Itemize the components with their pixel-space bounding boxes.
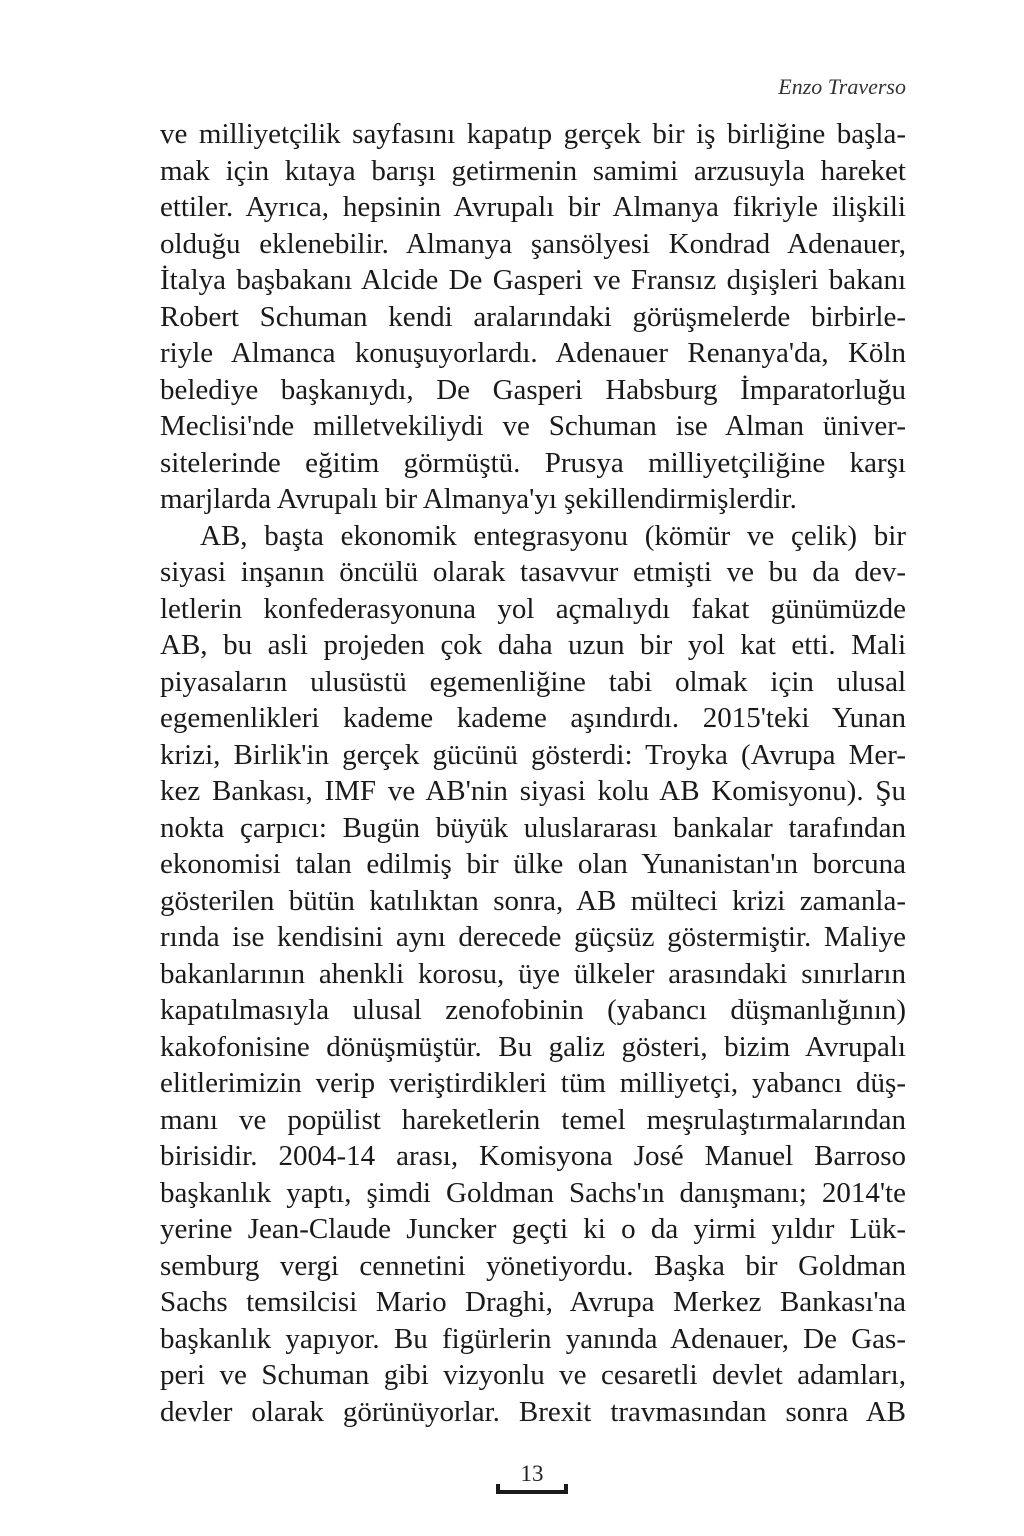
body-text: [160, 116, 906, 1430]
text-line: başkanlık yaptı, şimdi Goldman Sachs'ın danışmanı; 2014'te: [160, 1176, 906, 1209]
text-line: riyle Almanca konuşuyorlardı. Adenauer Renanya'da, Köln: [160, 337, 906, 369]
text-line: sitelerinde eğitim görmüştü. Prusya milliyetçiliğine karşı: [160, 446, 906, 479]
page-number: 13: [520, 1461, 544, 1486]
text-line: yerine Jean-Claude Juncker geçti ki o da yirmi yıldır Lük-: [160, 1213, 906, 1245]
text-line: AB, bu asli projeden çok daha uzun bir yol kat etti. Mali: [160, 629, 906, 661]
text-line: manı ve popülist hareketlerin temel meşrulaştırmalarından: [160, 1103, 906, 1136]
running-header-author: Enzo Traverso: [778, 74, 906, 99]
text-line: egemenlikleri kademe kademe aşındırdı. 2015'teki Yunan: [160, 702, 906, 734]
text-line: marjlarda Avrupalı bir Almanya'yı şekillendirmişlerdir.: [160, 483, 797, 515]
text-line: ekonomisi talan edilmiş bir ülke olan Yunanistan'ın borcuna: [160, 848, 906, 880]
text-line: elitlerimizin verip veriştirdikleri tüm milliyetçi, yabancı düş-: [160, 1067, 906, 1099]
text-line: semburg vergi cennetini yönetiyordu. Başka bir Goldman: [160, 1249, 906, 1282]
text-line: kapatılmasıyla ulusal zenofobinin (yabancı düşmanlığının): [160, 994, 906, 1026]
text-line: krizi, Birlik'in gerçek gücünü gösterdi: Troyka (Avrupa Mer-: [160, 738, 906, 771]
text-line: belediye başkanıydı, De Gasperi Habsburg İmparatorluğu: [160, 373, 906, 406]
text-line: peri ve Schuman gibi vizyonlu ve cesaretli devlet adamları,: [160, 1359, 906, 1391]
text-line: nokta çarpıcı: Bugün büyük uluslararası bankalar tarafından: [160, 811, 906, 844]
text-line: kez Bankası, IMF ve AB'nin siyasi kolu AB Komisyonu). Şu: [160, 775, 906, 807]
footer-rule: [496, 1490, 568, 1494]
page-footer: [496, 1462, 568, 1494]
text-line: AB, başta ekonomik entegrasyonu (kömür ve çelik) bir: [200, 519, 906, 552]
text-line: bakanlarının ahenkli korosu, üye ülkeler arasındaki sınırların: [160, 957, 906, 990]
text-line: Robert Schuman kendi aralarındaki görüşmelerde birbirle-: [160, 300, 906, 333]
text-line: İtalya başbakanı Alcide De Gasperi ve Fransız dışişleri bakanı: [160, 264, 906, 296]
text-line: olduğu eklenebilir. Almanya şansölyesi Kondrad Adenauer,: [160, 227, 906, 260]
text-line: kakofonisine dönüşmüştür. Bu galiz gösteri, bizim Avrupalı: [160, 1030, 906, 1063]
text-line: piyasaların ulusüstü egemenliğine tabi olmak için ulusal: [160, 665, 906, 698]
text-line: birisidir. 2004-14 arası, Komisyona José Manuel Barroso: [160, 1140, 906, 1172]
text-line: mak için kıtaya barışı getirmenin samimi arzusuyla hareket: [160, 154, 906, 187]
text-line: rında ise kendisini aynı derecede güçsüz göstermiştir. Maliye: [160, 921, 906, 953]
text-line: siyasi inşanın öncülü olarak tasavvur etmişti ve bu da dev-: [160, 556, 906, 588]
paragraph-2: [160, 518, 906, 1431]
text-line: ve milliyetçilik sayfasını kapatıp gerçek bir iş birliğine başla-: [160, 118, 906, 150]
text-line: Meclisi'nde milletvekiliydi ve Schuman ise Alman üniver-: [160, 410, 906, 442]
text-line: Sachs temsilcisi Mario Draghi, Avrupa Merkez Bankası'na: [160, 1286, 906, 1318]
paragraph-1: [160, 116, 906, 518]
text-line: devler olarak görünüyorlar. Brexit travmasından sonra AB: [160, 1395, 906, 1428]
text-line: gösterilen bütün katılıktan sonra, AB mülteci krizi zamanla-: [160, 884, 906, 917]
text-line: ettiler. Ayrıca, hepsinin Avrupalı bir Almanya fikriyle ilişkili: [160, 191, 906, 223]
text-line: letlerin konfederasyonuna yol açmalıydı fakat günümüzde: [160, 592, 906, 625]
text-line: başkanlık yapıyor. Bu figürlerin yanında Adenauer, De Gas-: [160, 1322, 906, 1355]
